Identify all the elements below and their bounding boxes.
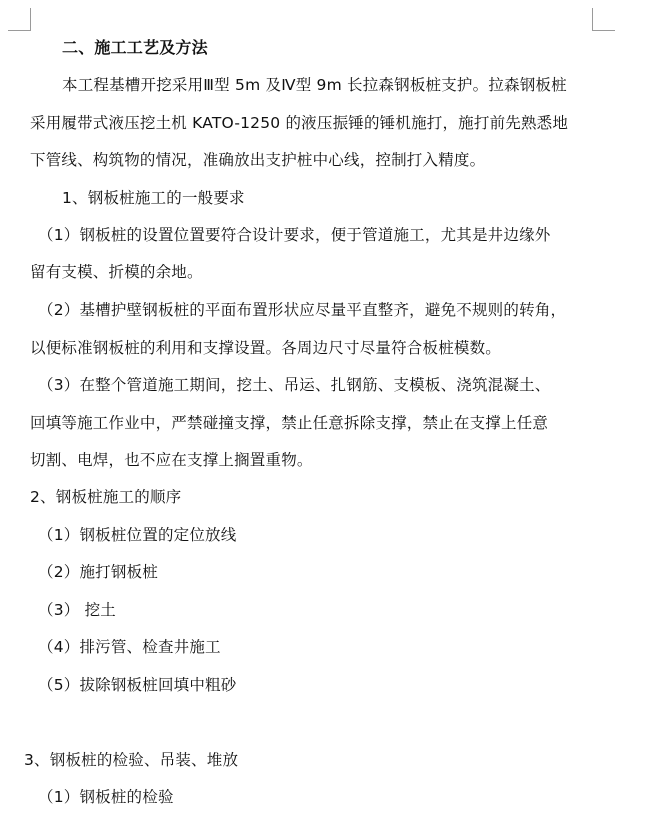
section-title: 二、施工工艺及方法 (62, 38, 208, 57)
sub2-step-2: （2）施打钢板桩 (38, 563, 158, 581)
intro-line-1: 本工程基槽开挖采用Ⅲ型 5m 及Ⅳ型 9m 长拉森钢板桩支护。拉森钢板桩 (62, 76, 567, 94)
sub1-title: 1、钢板桩施工的一般要求 (62, 189, 245, 207)
sub3-item-1: （1）钢板桩的检验 (38, 788, 174, 806)
sub1-item3-line-3: 切割、电焊，也不应在支撑上搁置重物。 (30, 451, 313, 469)
top-right-margin-mark (592, 8, 615, 31)
sub1-item3-line-2: 回填等施工作业中，严禁碰撞支撑，禁止任意拆除支撑，禁止在支撑上任意 (30, 414, 549, 432)
intro-line-3: 下管线、构筑物的情况，准确放出支护桩中心线，控制打入精度。 (30, 151, 486, 169)
intro-line-2: 采用履带式液压挖土机 KATO-1250 的液压振锤的锤机施打，施打前先熟悉地 (30, 114, 569, 132)
sub1-item2-line-2: 以便标准钢板桩的利用和支撑设置。各周边尺寸尽量符合板桩模数。 (30, 339, 502, 357)
sub2-step-1: （1）钢板桩位置的定位放线 (38, 526, 237, 544)
sub1-item1-line-2: 留有支模、折模的余地。 (30, 263, 203, 281)
sub2-step-5: （5）拔除钢板桩回填中粗砂 (38, 676, 237, 694)
top-left-margin-mark (8, 8, 31, 31)
sub1-item3-line-1: （3）在整个管道施工期间，挖土、吊运、扎钢筋、支模板、浇筑混凝土、 (38, 376, 551, 394)
sub2-title: 2、钢板桩施工的顺序 (30, 488, 182, 506)
sub1-item1-line-1: （1）钢板桩的设置位置要符合设计要求，便于管道施工，尤其是井边缘外 (38, 226, 551, 244)
sub3-title: 3、钢板桩的检验、吊装、堆放 (24, 751, 239, 769)
sub2-step-4: （4）排污管、检查井施工 (38, 638, 221, 656)
sub1-item2-line-1: （2）基槽护壁钢板桩的平面布置形状应尽量平直整齐，避免不规则的转角， (38, 301, 567, 319)
sub2-step-3: （3） 挖土 (38, 601, 116, 619)
